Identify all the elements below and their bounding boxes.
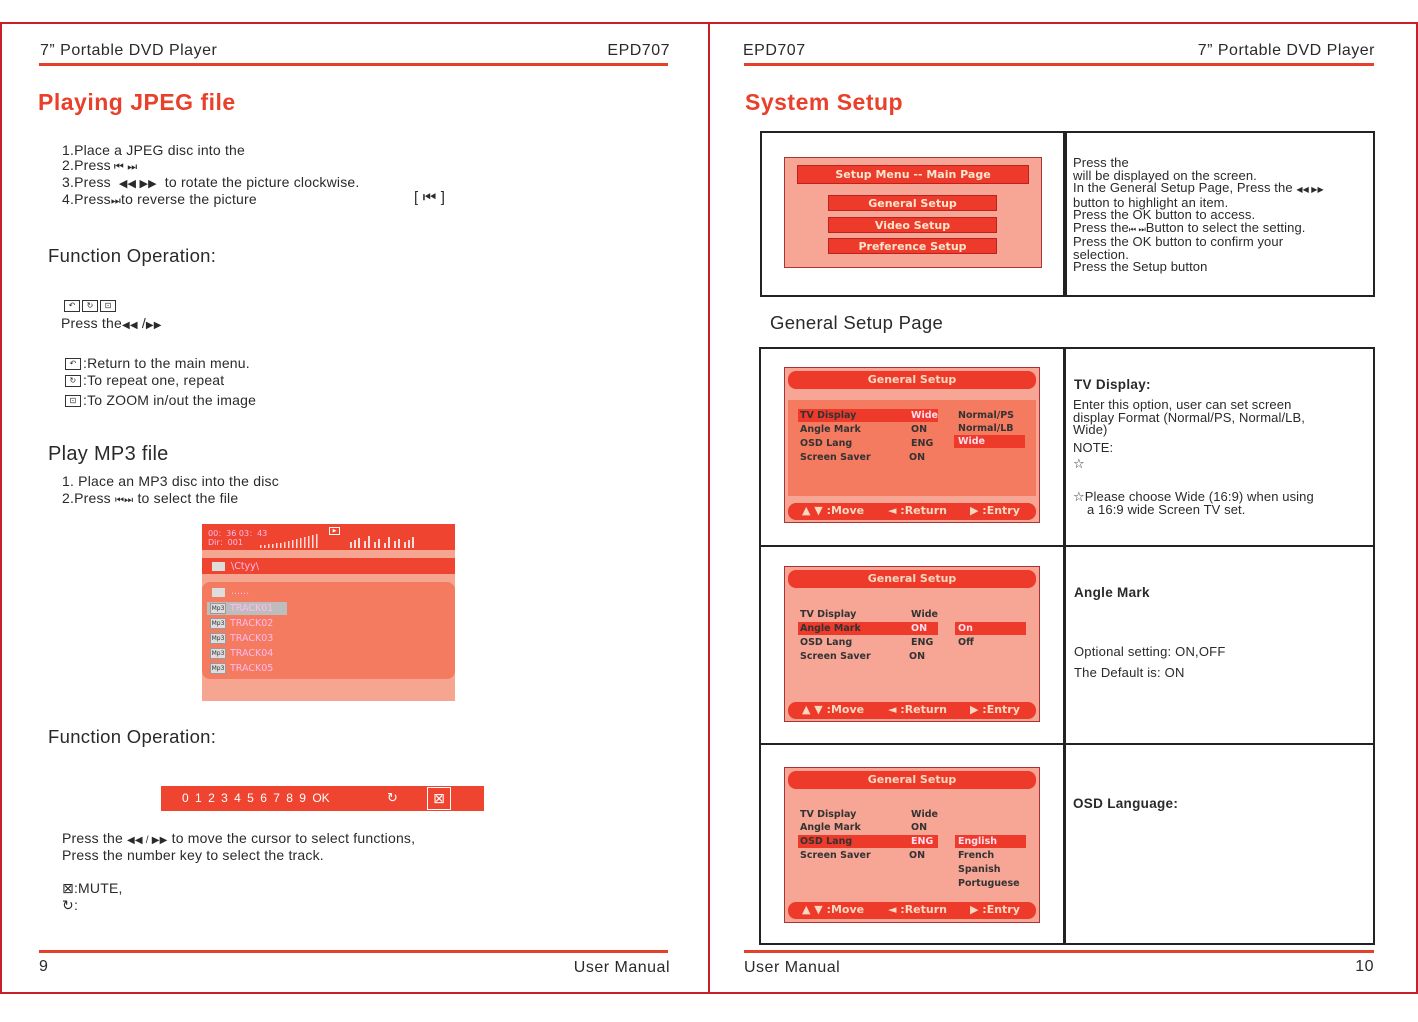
- dir-number: Dir：001: [208, 538, 243, 547]
- angle-mark-heading: Angle Mark: [1074, 585, 1150, 600]
- note-text: ☆Please choose Wide (16:9) when using a 16:9 wide Screen TV set.: [1073, 489, 1314, 517]
- press-the-line: Press the◀◀ /▶▶: [61, 315, 162, 331]
- rew-fwd-icon: ◀◀ ▶▶: [1296, 185, 1324, 194]
- rew-fwd-icon: ◀◀ ▶▶: [118, 178, 157, 190]
- option-item[interactable]: Spanish: [958, 864, 1001, 875]
- volume-meter-icon: [260, 532, 320, 548]
- play-mp3-heading: Play MP3 file: [48, 443, 169, 465]
- menu-value: ON: [911, 424, 928, 435]
- prev-next-icon: ⏮⏭: [114, 495, 134, 506]
- left-page-title: Playing JPEG file: [38, 89, 236, 115]
- play-indicator-icon: ▶: [329, 527, 340, 535]
- track-item[interactable]: Mp3 TRACK05: [211, 663, 274, 674]
- spectrum-icon: [348, 532, 418, 548]
- menu-value: ON: [909, 850, 926, 861]
- right-header-model: EPD707: [743, 42, 806, 59]
- repeat-icon: ↻: [62, 897, 74, 913]
- left-footer-rule: [39, 950, 668, 953]
- repeat-icon[interactable]: ↻: [387, 790, 398, 805]
- screen-title: General Setup: [788, 371, 1036, 389]
- menu-label[interactable]: OSD Lang: [800, 438, 853, 449]
- track-item[interactable]: Mp3 TRACK02: [211, 618, 274, 629]
- function-operation-heading-2: Function Operation:: [48, 726, 217, 747]
- screen-title: General Setup: [788, 771, 1036, 789]
- option-item[interactable]: English: [958, 836, 997, 847]
- parent-folder[interactable]: ......: [231, 586, 250, 597]
- fwd-icon: ▶▶: [145, 320, 162, 331]
- osd-language-heading: OSD Language:: [1073, 796, 1179, 811]
- menu-label[interactable]: TV Display: [800, 609, 857, 620]
- key-hint-bar: ▲ ▼ :Move ◄ :Return ▶ :Entry: [788, 702, 1036, 719]
- mute-icon[interactable]: ⊠: [427, 787, 451, 810]
- option-item[interactable]: Normal/LB: [958, 423, 1014, 434]
- legend-repeat: ↻ :To repeat one, repeat: [65, 372, 224, 388]
- option-item[interactable]: Wide: [958, 436, 985, 447]
- tv-display-heading: TV Display:: [1074, 377, 1151, 392]
- option-item[interactable]: Portuguese: [958, 878, 1020, 889]
- fn-instruction-2: Press the number key to select the track.: [62, 847, 324, 863]
- right-page-title: System Setup: [745, 89, 904, 115]
- mp3-step-2: 2.Press ⏮⏭ to select the file: [62, 490, 239, 506]
- general-setup-screen-osd: [784, 767, 1040, 923]
- note-label: NOTE:: [1073, 440, 1114, 455]
- setup-menu-screen: [784, 157, 1042, 268]
- right-footer-rule: [744, 950, 1374, 953]
- general-setup-page-heading: General Setup Page: [770, 312, 944, 333]
- repeat-icon: ↻: [82, 300, 98, 312]
- menu-label[interactable]: Angle Mark: [800, 424, 861, 435]
- mp3-player-screen: [202, 524, 455, 701]
- prev-next-icon: ⏮ ⏭: [1128, 224, 1146, 234]
- rew-fwd-icon: ◀◀ / ▶▶: [127, 835, 168, 846]
- menu-value: Wide: [911, 410, 938, 421]
- note-star: ☆: [1073, 456, 1085, 471]
- zoom-icon: ⊡: [100, 300, 116, 312]
- menu-value: ENG: [911, 637, 934, 648]
- menu-preference-setup[interactable]: Preference Setup: [828, 238, 997, 254]
- prev-key-bracket: [ ⏮ ]: [414, 189, 446, 206]
- mute-icon: ⊠: [62, 880, 74, 896]
- current-path: \Ctyy\: [231, 561, 260, 572]
- menu-label[interactable]: TV Display: [800, 410, 857, 421]
- general-setup-screen-tv: [784, 367, 1040, 523]
- number-keys[interactable]: 0 1 2 3 4 5 6 7 8 9 OK: [182, 791, 330, 805]
- mp3-step-1: 1. Place an MP3 disc into the disc: [62, 473, 279, 489]
- rew-icon: ◀◀: [121, 320, 138, 331]
- jpeg-step-3: 3.Press ◀◀ ▶▶ to rotate the picture clockwise.: [62, 174, 360, 190]
- menu-label[interactable]: OSD Lang: [800, 637, 853, 648]
- menu-value: Wide: [911, 609, 938, 620]
- prev-next-icon: ⏮ ⏭: [113, 161, 138, 173]
- parent-folder-icon: [212, 588, 225, 597]
- option-item[interactable]: French: [958, 850, 995, 861]
- menu-label[interactable]: Angle Mark: [800, 822, 861, 833]
- jpeg-step-4: 4.Press⏭to reverse the picture: [62, 191, 257, 207]
- right-page-number: 10: [1355, 958, 1374, 975]
- menu-value: ENG: [911, 438, 934, 449]
- return-icon: ↶: [65, 358, 81, 370]
- legend-return: ↶ :Return to the main menu.: [65, 355, 250, 371]
- menu-value: ON: [909, 452, 926, 463]
- right-footer-title: User Manual: [744, 959, 841, 976]
- legend-zoom: ⊡ :To ZOOM in/out the image: [65, 392, 256, 408]
- repeat-legend: ↻:: [62, 897, 79, 913]
- menu-label[interactable]: TV Display: [800, 809, 857, 820]
- track-item[interactable]: Mp3 TRACK04: [211, 648, 274, 659]
- left-header-title: 7” Portable DVD Player: [40, 42, 218, 59]
- osd-desc-cell: [1063, 743, 1375, 945]
- menu-video-setup[interactable]: Video Setup: [828, 217, 997, 233]
- angle-optional-setting: Optional setting: ON,OFF: [1074, 644, 1226, 659]
- keypad-bar: [161, 786, 484, 811]
- left-page-number: 9: [39, 958, 49, 975]
- menu-value: Wide: [911, 809, 938, 820]
- right-header-rule: [744, 63, 1374, 66]
- setup-description: Press the will be displayed on the screen. In the General Setup Page, Press the ◀◀ ▶▶ button to highlight an item. Press the OK button to access. Press the⏮ ⏭Button to select the setting. Press the OK button to confirm your selection. Press the Setup button: [1073, 155, 1324, 274]
- jpeg-step-2: 2.Press ⏮ ⏭: [62, 157, 138, 173]
- option-item[interactable]: On: [958, 623, 973, 634]
- return-icon: ↶: [64, 300, 80, 312]
- tv-display-text: Enter this option, user can set screen display Format (Normal/PS, Normal/LB, Wide): [1073, 397, 1305, 437]
- left-footer-title: User Manual: [573, 959, 670, 976]
- left-header-rule: [39, 63, 668, 66]
- right-header-title: 7” Portable DVD Player: [1197, 42, 1375, 59]
- angle-default: The Default is: ON: [1074, 665, 1185, 680]
- play-time: 00：36 03：43: [208, 529, 268, 538]
- menu-value: ON: [909, 651, 926, 662]
- next-icon: ⏭: [110, 195, 121, 207]
- option-item[interactable]: Normal/PS: [958, 410, 1015, 421]
- key-hint-bar: ▲ ▼ :Move ◄ :Return ▶ :Entry: [788, 902, 1036, 919]
- option-item[interactable]: Off: [958, 637, 974, 648]
- menu-label[interactable]: Screen Saver: [800, 651, 871, 662]
- menu-label[interactable]: Angle Mark: [800, 623, 861, 634]
- jpeg-step-1: 1.Place a JPEG disc into the: [62, 142, 246, 158]
- fn-instruction-1: Press the ◀◀ / ▶▶ to move the cursor to select functions,: [62, 830, 416, 846]
- track-item[interactable]: Mp3 TRACK01: [211, 603, 274, 614]
- zoom-icon: ⊡: [65, 395, 81, 407]
- function-icons-row: [64, 297, 118, 315]
- menu-general-setup[interactable]: General Setup: [828, 195, 997, 211]
- menu-label[interactable]: Screen Saver: [800, 850, 871, 861]
- setup-menu-title: Setup Menu -- Main Page: [797, 165, 1029, 184]
- menu-label[interactable]: OSD Lang: [800, 836, 853, 847]
- menu-label[interactable]: Screen Saver: [800, 452, 871, 463]
- screen-title: General Setup: [788, 570, 1036, 588]
- folder-icon: [212, 562, 225, 571]
- key-hint-bar: ▲ ▼ :Move ◄ :Return ▶ :Entry: [788, 503, 1036, 520]
- menu-value: ON: [911, 623, 928, 634]
- menu-value: ENG: [911, 836, 934, 847]
- track-item[interactable]: Mp3 TRACK03: [211, 633, 274, 644]
- mute-legend: ⊠:MUTE,: [62, 880, 123, 896]
- repeat-icon: ↻: [65, 375, 81, 387]
- left-header-model: EPD707: [607, 42, 670, 59]
- general-setup-screen-angle: [784, 566, 1040, 722]
- menu-value: ON: [911, 822, 928, 833]
- function-operation-heading-1: Function Operation:: [48, 245, 217, 266]
